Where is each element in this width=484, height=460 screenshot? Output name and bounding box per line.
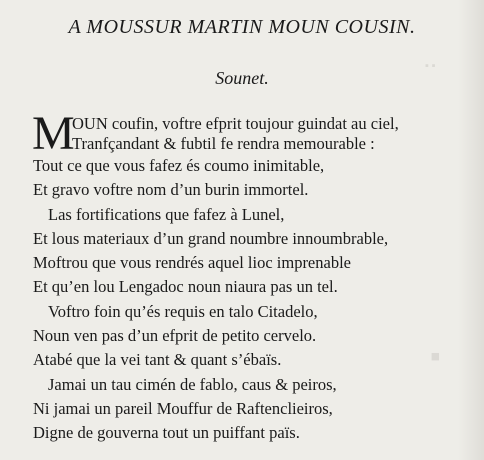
poem-line-2: Tranfçandant & fubtil fe rendra memourable : xyxy=(72,134,375,153)
poem-line-14: Digne de gouverna tout un puiffant païs. xyxy=(33,423,300,442)
poem-subtitle: Sounet. xyxy=(215,68,269,88)
drop-cap: M xyxy=(32,107,75,160)
poem-line-5: Las fortifications que fafez à Lunel, xyxy=(48,205,285,224)
poem-line-8: Et qu’en lou Lengadoc noun niaura pas un tel. xyxy=(33,277,338,296)
bleed-through-text: ▪ ▪ xyxy=(425,60,436,72)
poem-line-1: OUN coufin, voftre efprit toujour guindat au ciel, xyxy=(72,114,399,133)
poem-title: A MOUSSUR MARTIN MOUN COUSIN. xyxy=(68,16,416,38)
poem-line-3: Tout ce que vous fafez és coumo inimitable, xyxy=(33,156,325,175)
poem-line-6: Et lous materiaux d’un grand noumbre innoumbrable, xyxy=(33,229,389,248)
poem-line-10: Noun ven pas d’un efprit de petito cervelo. xyxy=(33,326,317,345)
bleed-through-letter: ▪ xyxy=(430,340,441,373)
poem-line-9: Voftro foin qu’és requis en talo Citadelo, xyxy=(48,302,318,321)
poem-line-13: Ni jamai un pareil Mouffur de Raftenclieiros, xyxy=(33,399,333,418)
poem-line-4: Et gravo voftre nom d’un burin immortel. xyxy=(33,180,309,199)
poem-line-7: Moftrou que vous rendrés aquel lioc imprenable xyxy=(33,253,351,272)
poem-line-12: Jamai un tau cimén de fablo, caus & peiros, xyxy=(48,375,337,394)
poem-line-11: Atabé que la vei tant & quant s’ébaïs. xyxy=(33,350,282,369)
